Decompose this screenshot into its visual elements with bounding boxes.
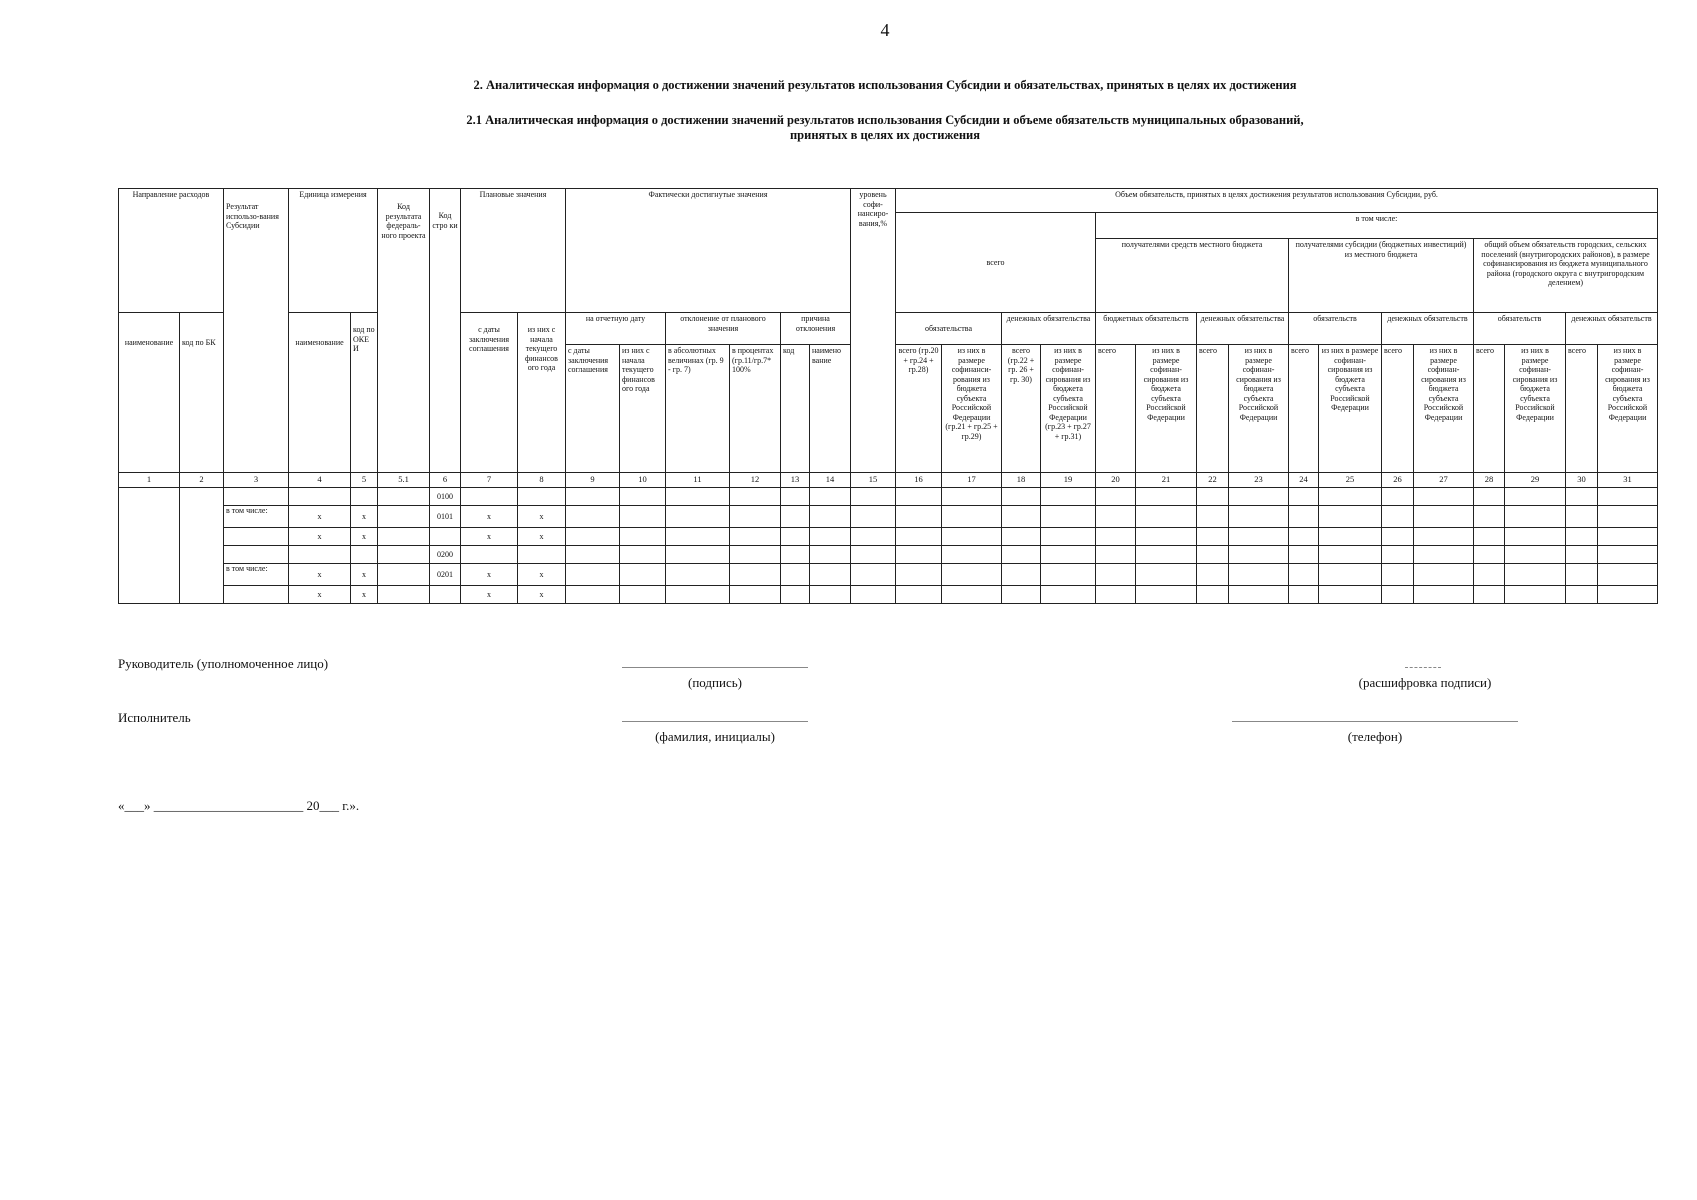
col-number: 2 xyxy=(180,473,224,488)
col27-header: из них в размере софинан-сирования из бюджета субъекта Российской Федерации xyxy=(1414,345,1474,473)
table-cell[interactable] xyxy=(730,546,781,564)
col-number: 21 xyxy=(1136,473,1197,488)
table-cell[interactable] xyxy=(1566,528,1598,546)
table-cell[interactable]: x xyxy=(518,586,566,604)
table-cell[interactable] xyxy=(620,586,666,604)
col19-header: из них в размере софинан-сирования из бюджета субъекта Российской Федерации (гр.23 + гр.27 + гр.31) xyxy=(1041,345,1096,473)
table-cell[interactable] xyxy=(896,586,942,604)
table-cell[interactable]: x xyxy=(289,564,351,586)
table-cell[interactable] xyxy=(430,586,461,604)
planovye-header: Плановые значения xyxy=(461,189,566,313)
table-cell[interactable] xyxy=(1289,506,1319,528)
table-cell[interactable] xyxy=(851,586,896,604)
ispolnitel-label: Исполнитель xyxy=(118,710,191,725)
table-cell[interactable] xyxy=(1136,546,1197,564)
col-number: 31 xyxy=(1598,473,1658,488)
table-cell[interactable] xyxy=(1474,506,1505,528)
col-number: 26 xyxy=(1382,473,1414,488)
obyazatelstv-header: обязательств xyxy=(1289,313,1382,345)
poluchatelyami-sredstv-header: получателями средств местного бюджета xyxy=(1096,239,1289,313)
table-cell[interactable] xyxy=(1096,506,1136,528)
table-cell[interactable] xyxy=(378,564,430,586)
table-cell[interactable] xyxy=(566,488,620,506)
prichina-header: причина отклонения xyxy=(781,313,851,345)
table-cell[interactable] xyxy=(810,528,851,546)
table-cell[interactable]: x xyxy=(461,506,518,528)
col-number: 17 xyxy=(942,473,1002,488)
table-cell[interactable] xyxy=(1136,506,1197,528)
col14-header: наимено вание xyxy=(810,345,851,473)
obyazatelstv2-header: обязательств xyxy=(1474,313,1566,345)
table-cell[interactable] xyxy=(430,528,461,546)
col-number: 7 xyxy=(461,473,518,488)
table-cell[interactable] xyxy=(942,546,1002,564)
table-cell[interactable] xyxy=(942,586,1002,604)
table-cell[interactable] xyxy=(1474,586,1505,604)
vtomchisle-header: в том числе: xyxy=(1096,213,1658,239)
table-cell[interactable] xyxy=(1598,546,1658,564)
table-cell[interactable] xyxy=(1319,506,1382,528)
table-cell[interactable] xyxy=(781,546,810,564)
col-number: 3 xyxy=(224,473,289,488)
naimenovanie-header: наименование xyxy=(119,313,180,473)
podpis-line[interactable] xyxy=(622,667,808,668)
table-cell[interactable] xyxy=(851,506,896,528)
col-number: 12 xyxy=(730,473,781,488)
table-cell[interactable]: x xyxy=(289,506,351,528)
table-cell[interactable] xyxy=(896,564,942,586)
table-cell[interactable] xyxy=(566,586,620,604)
table-cell[interactable]: x xyxy=(351,586,378,604)
denezhnyh-header: денежных обязательства xyxy=(1002,313,1096,345)
table-cell[interactable] xyxy=(1319,564,1382,586)
table-cell[interactable] xyxy=(666,488,730,506)
kod-rezultata-header: Код результата федераль-ного проекта xyxy=(378,189,430,473)
table-cell[interactable] xyxy=(1474,528,1505,546)
subsection-title-line1: 2.1 Аналитическая информация о достижении значений результатов использования Субсидии и объеме обязательств муниципальных образований, xyxy=(466,113,1304,127)
table-cell[interactable] xyxy=(1414,586,1474,604)
table-cell[interactable] xyxy=(1474,488,1505,506)
table-cell[interactable]: x xyxy=(461,528,518,546)
table-cell[interactable] xyxy=(810,546,851,564)
col-number: 6 xyxy=(430,473,461,488)
table-cell[interactable] xyxy=(666,546,730,564)
obyazatelstva-header: обязательства xyxy=(896,313,1002,345)
col23-header: из них в размере софинан-сирования из бюджета субъекта Российской Федерации xyxy=(1229,345,1289,473)
table-cell[interactable] xyxy=(810,564,851,586)
table-cell[interactable] xyxy=(1197,564,1229,586)
table-cell[interactable]: x xyxy=(289,528,351,546)
table-cell[interactable] xyxy=(730,506,781,528)
table-cell[interactable] xyxy=(1289,546,1319,564)
table-cell[interactable] xyxy=(1229,488,1289,506)
col18-header: всего (гр.22 + гр. 26 + гр. 30) xyxy=(1002,345,1041,473)
table-cell[interactable] xyxy=(1598,528,1658,546)
table-cell[interactable] xyxy=(942,488,1002,506)
otklonenie-header: отклонение от планового значения xyxy=(666,313,781,345)
table-cell[interactable] xyxy=(566,528,620,546)
col-number: 11 xyxy=(666,473,730,488)
familiya-line[interactable] xyxy=(622,721,808,722)
table-cell[interactable] xyxy=(1566,506,1598,528)
rukovoditel-label: Руководитель (уполномоченное лицо) xyxy=(118,656,329,671)
table-cell[interactable] xyxy=(1319,488,1382,506)
table-cell[interactable]: 0200 xyxy=(430,546,461,564)
col-number: 23 xyxy=(1229,473,1289,488)
col-number: 16 xyxy=(896,473,942,488)
table-cell[interactable] xyxy=(351,546,378,564)
col16-header: всего (гр.20 + гр.24 + гр.28) xyxy=(896,345,942,473)
col-number: 5.1 xyxy=(378,473,430,488)
table-cell[interactable] xyxy=(224,488,289,506)
table-cell[interactable] xyxy=(810,586,851,604)
table-row xyxy=(119,488,1658,506)
table-cell[interactable] xyxy=(620,564,666,586)
table-cell[interactable] xyxy=(566,506,620,528)
table-cell[interactable] xyxy=(781,564,810,586)
table-cell[interactable] xyxy=(1566,488,1598,506)
table-cell[interactable] xyxy=(461,488,518,506)
table-cell[interactable] xyxy=(1414,564,1474,586)
subsection-title xyxy=(0,113,1697,143)
byudzhetnyh-header: бюджетных обязательств xyxy=(1096,313,1197,345)
denezhnyh2-header: денежных обязательства xyxy=(1197,313,1289,345)
table-cell[interactable] xyxy=(1289,528,1319,546)
col-number: 14 xyxy=(810,473,851,488)
table-cell[interactable] xyxy=(1002,488,1041,506)
table-cell[interactable] xyxy=(1319,586,1382,604)
table-cell[interactable] xyxy=(461,546,518,564)
col20-header: всего xyxy=(1096,345,1136,473)
rasshifrovka-caption: (расшифровка подписи) xyxy=(1358,675,1492,690)
table-cell[interactable] xyxy=(1229,564,1289,586)
table-row xyxy=(119,564,1658,586)
table-cell[interactable]: x xyxy=(351,564,378,586)
table-cell[interactable] xyxy=(1598,506,1658,528)
table-cell[interactable] xyxy=(896,488,942,506)
table-cell[interactable] xyxy=(1197,528,1229,546)
col-number: 20 xyxy=(1096,473,1136,488)
iz-nih-nachala-header: из них с начала текущего финансов ого года xyxy=(518,313,566,473)
col25-header: из них в размере софинан-сирования из бюджета субъекта Российской Федерации xyxy=(1319,345,1382,473)
table-cell[interactable] xyxy=(289,546,351,564)
col-number: 5 xyxy=(351,473,378,488)
table-cell[interactable] xyxy=(851,564,896,586)
table-cell[interactable] xyxy=(942,528,1002,546)
table-cell[interactable] xyxy=(1382,564,1414,586)
rezultat-header: Результат использо-вания Субсидии xyxy=(224,189,289,473)
table-cell[interactable] xyxy=(1382,546,1414,564)
table-cell[interactable] xyxy=(1289,586,1319,604)
table-cell[interactable] xyxy=(1566,586,1598,604)
table-row xyxy=(119,528,1658,546)
table-cell[interactable] xyxy=(666,586,730,604)
table-cell[interactable] xyxy=(1229,506,1289,528)
kod-bk-header: код по БК xyxy=(180,313,224,473)
table-cell[interactable] xyxy=(1414,528,1474,546)
table-cell[interactable] xyxy=(851,546,896,564)
table-cell[interactable] xyxy=(566,564,620,586)
table-cell[interactable] xyxy=(1096,564,1136,586)
table-cell[interactable] xyxy=(1096,488,1136,506)
table-cell[interactable] xyxy=(1041,586,1096,604)
table-row xyxy=(119,506,1658,528)
col-number: 15 xyxy=(851,473,896,488)
table-cell[interactable] xyxy=(781,586,810,604)
kod-stroki-header: Код стро ки xyxy=(430,189,461,473)
table-cell[interactable]: 0101 xyxy=(430,506,461,528)
table-cell[interactable] xyxy=(1414,506,1474,528)
table-cell[interactable] xyxy=(378,506,430,528)
page-number: 4 xyxy=(880,20,890,40)
table-cell[interactable]: x xyxy=(461,564,518,586)
telefon-line[interactable] xyxy=(1232,721,1518,722)
table-row xyxy=(119,546,1658,564)
col-number: 18 xyxy=(1002,473,1041,488)
col-number: 29 xyxy=(1505,473,1566,488)
table-cell[interactable] xyxy=(224,546,289,564)
table-cell[interactable] xyxy=(1566,564,1598,586)
table-cell[interactable] xyxy=(666,506,730,528)
col-number: 28 xyxy=(1474,473,1505,488)
col-number: 22 xyxy=(1197,473,1229,488)
table-cell[interactable] xyxy=(620,506,666,528)
table-cell[interactable] xyxy=(1041,528,1096,546)
table-cell[interactable]: x xyxy=(518,528,566,546)
table-cell[interactable] xyxy=(942,506,1002,528)
col-number: 4 xyxy=(289,473,351,488)
table-cell[interactable] xyxy=(620,546,666,564)
table-cell[interactable] xyxy=(1002,586,1041,604)
podpis-caption: (подпись) xyxy=(688,675,742,690)
table-cell[interactable] xyxy=(730,528,781,546)
table-cell[interactable] xyxy=(224,586,289,604)
table-cell[interactable] xyxy=(781,506,810,528)
table-cell[interactable] xyxy=(1229,528,1289,546)
col11-header: в абсолютных величинах (гр. 9 - гр. 7) xyxy=(666,345,730,473)
table-cell[interactable] xyxy=(351,488,378,506)
kod-okei-header: код по ОКЕ И xyxy=(351,313,378,473)
table-cell[interactable]: 0201 xyxy=(430,564,461,586)
col-number: 13 xyxy=(781,473,810,488)
table-cell[interactable] xyxy=(1229,546,1289,564)
table-cell[interactable] xyxy=(1289,488,1319,506)
table-cell[interactable] xyxy=(1566,546,1598,564)
edinica-header: Единица измерения xyxy=(289,189,378,313)
table-cell[interactable] xyxy=(896,506,942,528)
table-cell[interactable] xyxy=(1136,586,1197,604)
table-cell[interactable] xyxy=(1197,586,1229,604)
table-cell[interactable] xyxy=(1041,506,1096,528)
col-number: 19 xyxy=(1041,473,1096,488)
table-cell[interactable] xyxy=(810,506,851,528)
table-cell[interactable] xyxy=(1041,488,1096,506)
table-cell[interactable] xyxy=(1319,546,1382,564)
table-cell[interactable] xyxy=(942,564,1002,586)
obem-header: Объем обязательств, принятых в целях достижения результатов использования Субсидии, руб. xyxy=(896,189,1658,213)
obshchiy-obem-header: общий объем обязательств городских, сельских поселений (внутригородских районов), в размере софинансирования из бюджета муниципального района (городского округа с внутригородским делением) xyxy=(1474,239,1658,313)
table-cell[interactable] xyxy=(1041,564,1096,586)
analytic-table xyxy=(118,188,1658,604)
subsection-title-line2: принятых в целях их достижения xyxy=(789,128,981,142)
table-cell[interactable] xyxy=(1414,488,1474,506)
table-cell[interactable]: в том числе: xyxy=(224,564,289,586)
col30-header: всего xyxy=(1566,345,1598,473)
col17-header: из них в размере софинанси-рования из бюджета субъекта Российской Федерации (гр.21 + гр.25 + гр.29) xyxy=(942,345,1002,473)
table-cell[interactable] xyxy=(810,488,851,506)
col12-header: в процентах (гр.11/гр.7* 100% xyxy=(730,345,781,473)
col26-header: всего xyxy=(1382,345,1414,473)
col10-header: из них с начала текущего финансов ого года xyxy=(620,345,666,473)
table-cell[interactable] xyxy=(1002,528,1041,546)
table-cell[interactable] xyxy=(1382,586,1414,604)
col21-header: из них в размере софинан-сирования из бюджета субъекта Российской Федерации xyxy=(1136,345,1197,473)
table-cell[interactable] xyxy=(1096,546,1136,564)
col-number: 30 xyxy=(1566,473,1598,488)
table-cell[interactable] xyxy=(378,586,430,604)
col13-header: код xyxy=(781,345,810,473)
table-cell[interactable] xyxy=(289,488,351,506)
table-cell[interactable] xyxy=(1598,488,1658,506)
table-cell[interactable] xyxy=(1505,506,1566,528)
denezhnyh4-header: денежных обязательств xyxy=(1566,313,1658,345)
col9-header: с даты заключения соглашения xyxy=(566,345,620,473)
col-number: 10 xyxy=(620,473,666,488)
table-cell[interactable] xyxy=(224,528,289,546)
table-cell[interactable] xyxy=(1197,546,1229,564)
table-cell[interactable] xyxy=(1505,586,1566,604)
table-cell[interactable]: x xyxy=(351,506,378,528)
table-cell[interactable] xyxy=(730,564,781,586)
table-cell[interactable] xyxy=(620,488,666,506)
table-cell[interactable] xyxy=(781,528,810,546)
table-cell[interactable] xyxy=(1505,528,1566,546)
table-cell[interactable] xyxy=(1598,586,1658,604)
fakticheski-header: Фактически достигнутые значения xyxy=(566,189,851,313)
col-number: 27 xyxy=(1414,473,1474,488)
table-cell[interactable] xyxy=(896,528,942,546)
na-otchetnuyu-header: на отчетную дату xyxy=(566,313,666,345)
table-cell[interactable] xyxy=(378,488,430,506)
table-cell[interactable]: x xyxy=(461,586,518,604)
col-number: 8 xyxy=(518,473,566,488)
napravlenie-header: Направление расходов xyxy=(119,189,224,313)
col31-header: из них в размере софинан-сирования из бюджета субъекта Российской Федерации xyxy=(1598,345,1658,473)
table-cell[interactable] xyxy=(1002,546,1041,564)
table-cell[interactable] xyxy=(666,528,730,546)
table-cell[interactable] xyxy=(730,586,781,604)
table-cell[interactable] xyxy=(730,488,781,506)
table-cell[interactable] xyxy=(518,546,566,564)
table-cell[interactable] xyxy=(518,488,566,506)
table-cell[interactable] xyxy=(180,488,224,604)
table-cell[interactable] xyxy=(1474,546,1505,564)
uroven-header: уровень софи-нансиро-вания,% xyxy=(851,189,896,473)
table-cell[interactable] xyxy=(1136,528,1197,546)
table-cell[interactable] xyxy=(1002,506,1041,528)
column-numbers-row xyxy=(119,473,1658,488)
table-cell[interactable] xyxy=(119,488,180,604)
table-cell[interactable]: x xyxy=(518,506,566,528)
table-cell[interactable] xyxy=(620,528,666,546)
table-cell[interactable] xyxy=(1382,488,1414,506)
table-cell[interactable]: x xyxy=(518,564,566,586)
table-cell[interactable] xyxy=(1197,506,1229,528)
s-daty-header: с даты заключения соглашения xyxy=(461,313,518,473)
denezhnyh3-header: денежных обязательств xyxy=(1382,313,1474,345)
table-cell[interactable] xyxy=(1382,528,1414,546)
telefon-caption: (телефон) xyxy=(1347,729,1403,744)
table-cell[interactable] xyxy=(851,488,896,506)
col-number: 9 xyxy=(566,473,620,488)
table-cell[interactable] xyxy=(378,528,430,546)
table-cell[interactable] xyxy=(1096,586,1136,604)
table-cell[interactable] xyxy=(1382,506,1414,528)
col-number: 24 xyxy=(1289,473,1319,488)
table-cell[interactable] xyxy=(1002,564,1041,586)
table-cell[interactable] xyxy=(1136,488,1197,506)
col-number: 1 xyxy=(119,473,180,488)
table-cell[interactable] xyxy=(1229,586,1289,604)
table-cell[interactable]: 0100 xyxy=(430,488,461,506)
table-cell[interactable] xyxy=(781,488,810,506)
table-row xyxy=(119,586,1658,604)
table-cell[interactable] xyxy=(1505,488,1566,506)
table-cell[interactable] xyxy=(378,546,430,564)
table-cell[interactable]: в том числе: xyxy=(224,506,289,528)
table-cell[interactable] xyxy=(1289,564,1319,586)
table-cell[interactable] xyxy=(1136,564,1197,586)
table-cell[interactable] xyxy=(1319,528,1382,546)
familiya-caption: (фамилия, инициалы) xyxy=(655,729,775,744)
table-cell[interactable] xyxy=(851,528,896,546)
table-cell[interactable] xyxy=(666,564,730,586)
col-number: 25 xyxy=(1319,473,1382,488)
col22-header: всего xyxy=(1197,345,1229,473)
col28-header: всего xyxy=(1474,345,1505,473)
vsego-group-header: всего xyxy=(896,213,1096,313)
table-cell[interactable] xyxy=(1096,528,1136,546)
col24-header: всего xyxy=(1289,345,1319,473)
table-cell[interactable] xyxy=(1041,546,1096,564)
table-cell[interactable] xyxy=(896,546,942,564)
table-cell[interactable]: x xyxy=(289,586,351,604)
table-cell[interactable] xyxy=(566,546,620,564)
table-cell[interactable] xyxy=(1414,546,1474,564)
poluchatelyami-subsidii-header: получателями субсидии (бюджетных инвестиций) из местного бюджета xyxy=(1289,239,1474,313)
naimenovanie-unit-header: наименование xyxy=(289,313,351,473)
table-cell[interactable] xyxy=(1505,546,1566,564)
date-line[interactable]: «___» _______________________ 20___ г.». xyxy=(118,798,360,813)
section-title: 2. Аналитическая информация о достижении значений результатов использования Субсидии и обязательствах, принятых в целях их достижения xyxy=(473,78,1297,92)
table-cell[interactable]: x xyxy=(351,528,378,546)
table-cell[interactable] xyxy=(1598,564,1658,586)
table-cell[interactable] xyxy=(1505,564,1566,586)
rasshifrovka-line[interactable] xyxy=(1405,667,1441,668)
col29-header: из них в размере софинан-сирования из бюджета субъекта Российской Федерации xyxy=(1505,345,1566,473)
table-cell[interactable] xyxy=(1474,564,1505,586)
table-cell[interactable] xyxy=(1197,488,1229,506)
